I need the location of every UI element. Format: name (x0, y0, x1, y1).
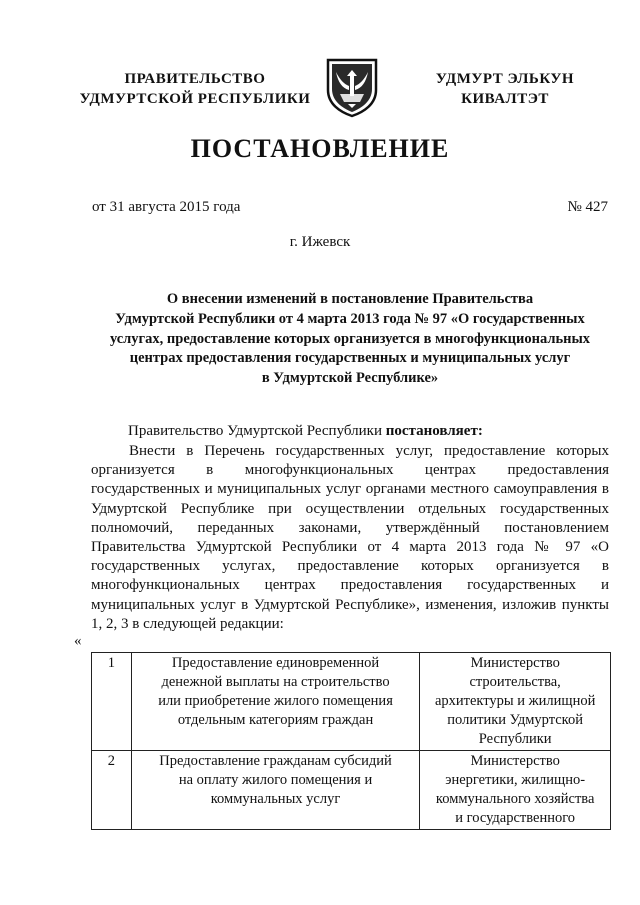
document-city: г. Ижевск (289, 234, 351, 250)
decree-line (128, 423, 483, 440)
table-row (92, 751, 611, 830)
document-title: ПОСТАНОВЛЕНИЕ (190, 134, 450, 163)
responsible-body: Министерство строительства, архитектуры и жилищной политики Удмуртской Республики (420, 653, 611, 751)
decree-suffix: : (477, 423, 483, 439)
row-number: 2 (92, 751, 132, 830)
decree-prefix: Правительство Удмуртской Республики (128, 423, 386, 439)
responsible-body: Министерство энергетики, жилищно- коммунального хозяйства и государственного (420, 751, 611, 830)
service-name: Предоставление единовременной денежной выплаты на строительство или приобретение жилого помещения отдельным категориям граждан (131, 653, 420, 751)
decree-verb: постановляет (385, 423, 478, 439)
header-government-ru: ПРАВИТЕЛЬСТВО УДМУРТСКОЙ РЕСПУБЛИКИ (79, 71, 311, 107)
row-number: 1 (92, 653, 132, 751)
date-number-line (92, 199, 608, 216)
coat-of-arms-emblem-icon (324, 56, 380, 118)
table-row (92, 653, 611, 751)
body-paragraph: Внести в Перечень государственных услуг, предоставление которых организуется в многофункциональных центрах предоставления государственных и муниципальных услуг органами местного самоуправления в Удмуртской Республике при осуществлении отдельных государственных полномочий, переданных законами, утверждённый постановлением Правительства Удмуртской Республики от 4 марта 2013 года № 97 «О государственных услугах, предоставление которых организуется в многофункциональных центрах предоставления государственных и муниципальных услуг в Удмуртской Республике», изменения, изложив пункты 1, 2, 3 в следующей редакции: (91, 443, 609, 632)
service-name: Предоставление гражданам субсидий на оплату жилого помещения и коммунальных услуг (131, 751, 420, 830)
header-government-udm: УДМУРТ ЭЛЬКУН КИВАЛТЭТ (435, 71, 575, 107)
document-number: № 427 (567, 199, 608, 215)
quote-open-mark: « (74, 633, 82, 649)
services-table (91, 652, 611, 830)
document-subject: О внесении изменений в постановление Правительства Удмуртской Республики от 4 марта 2013 года № 97 «О государственных услугах, предоставление которых организуется в многофункциональных центрах предоставления государственных и муниципальных услуг в Удмуртской Республике» (109, 291, 591, 387)
document-date: от 31 августа 2015 года (92, 199, 241, 215)
